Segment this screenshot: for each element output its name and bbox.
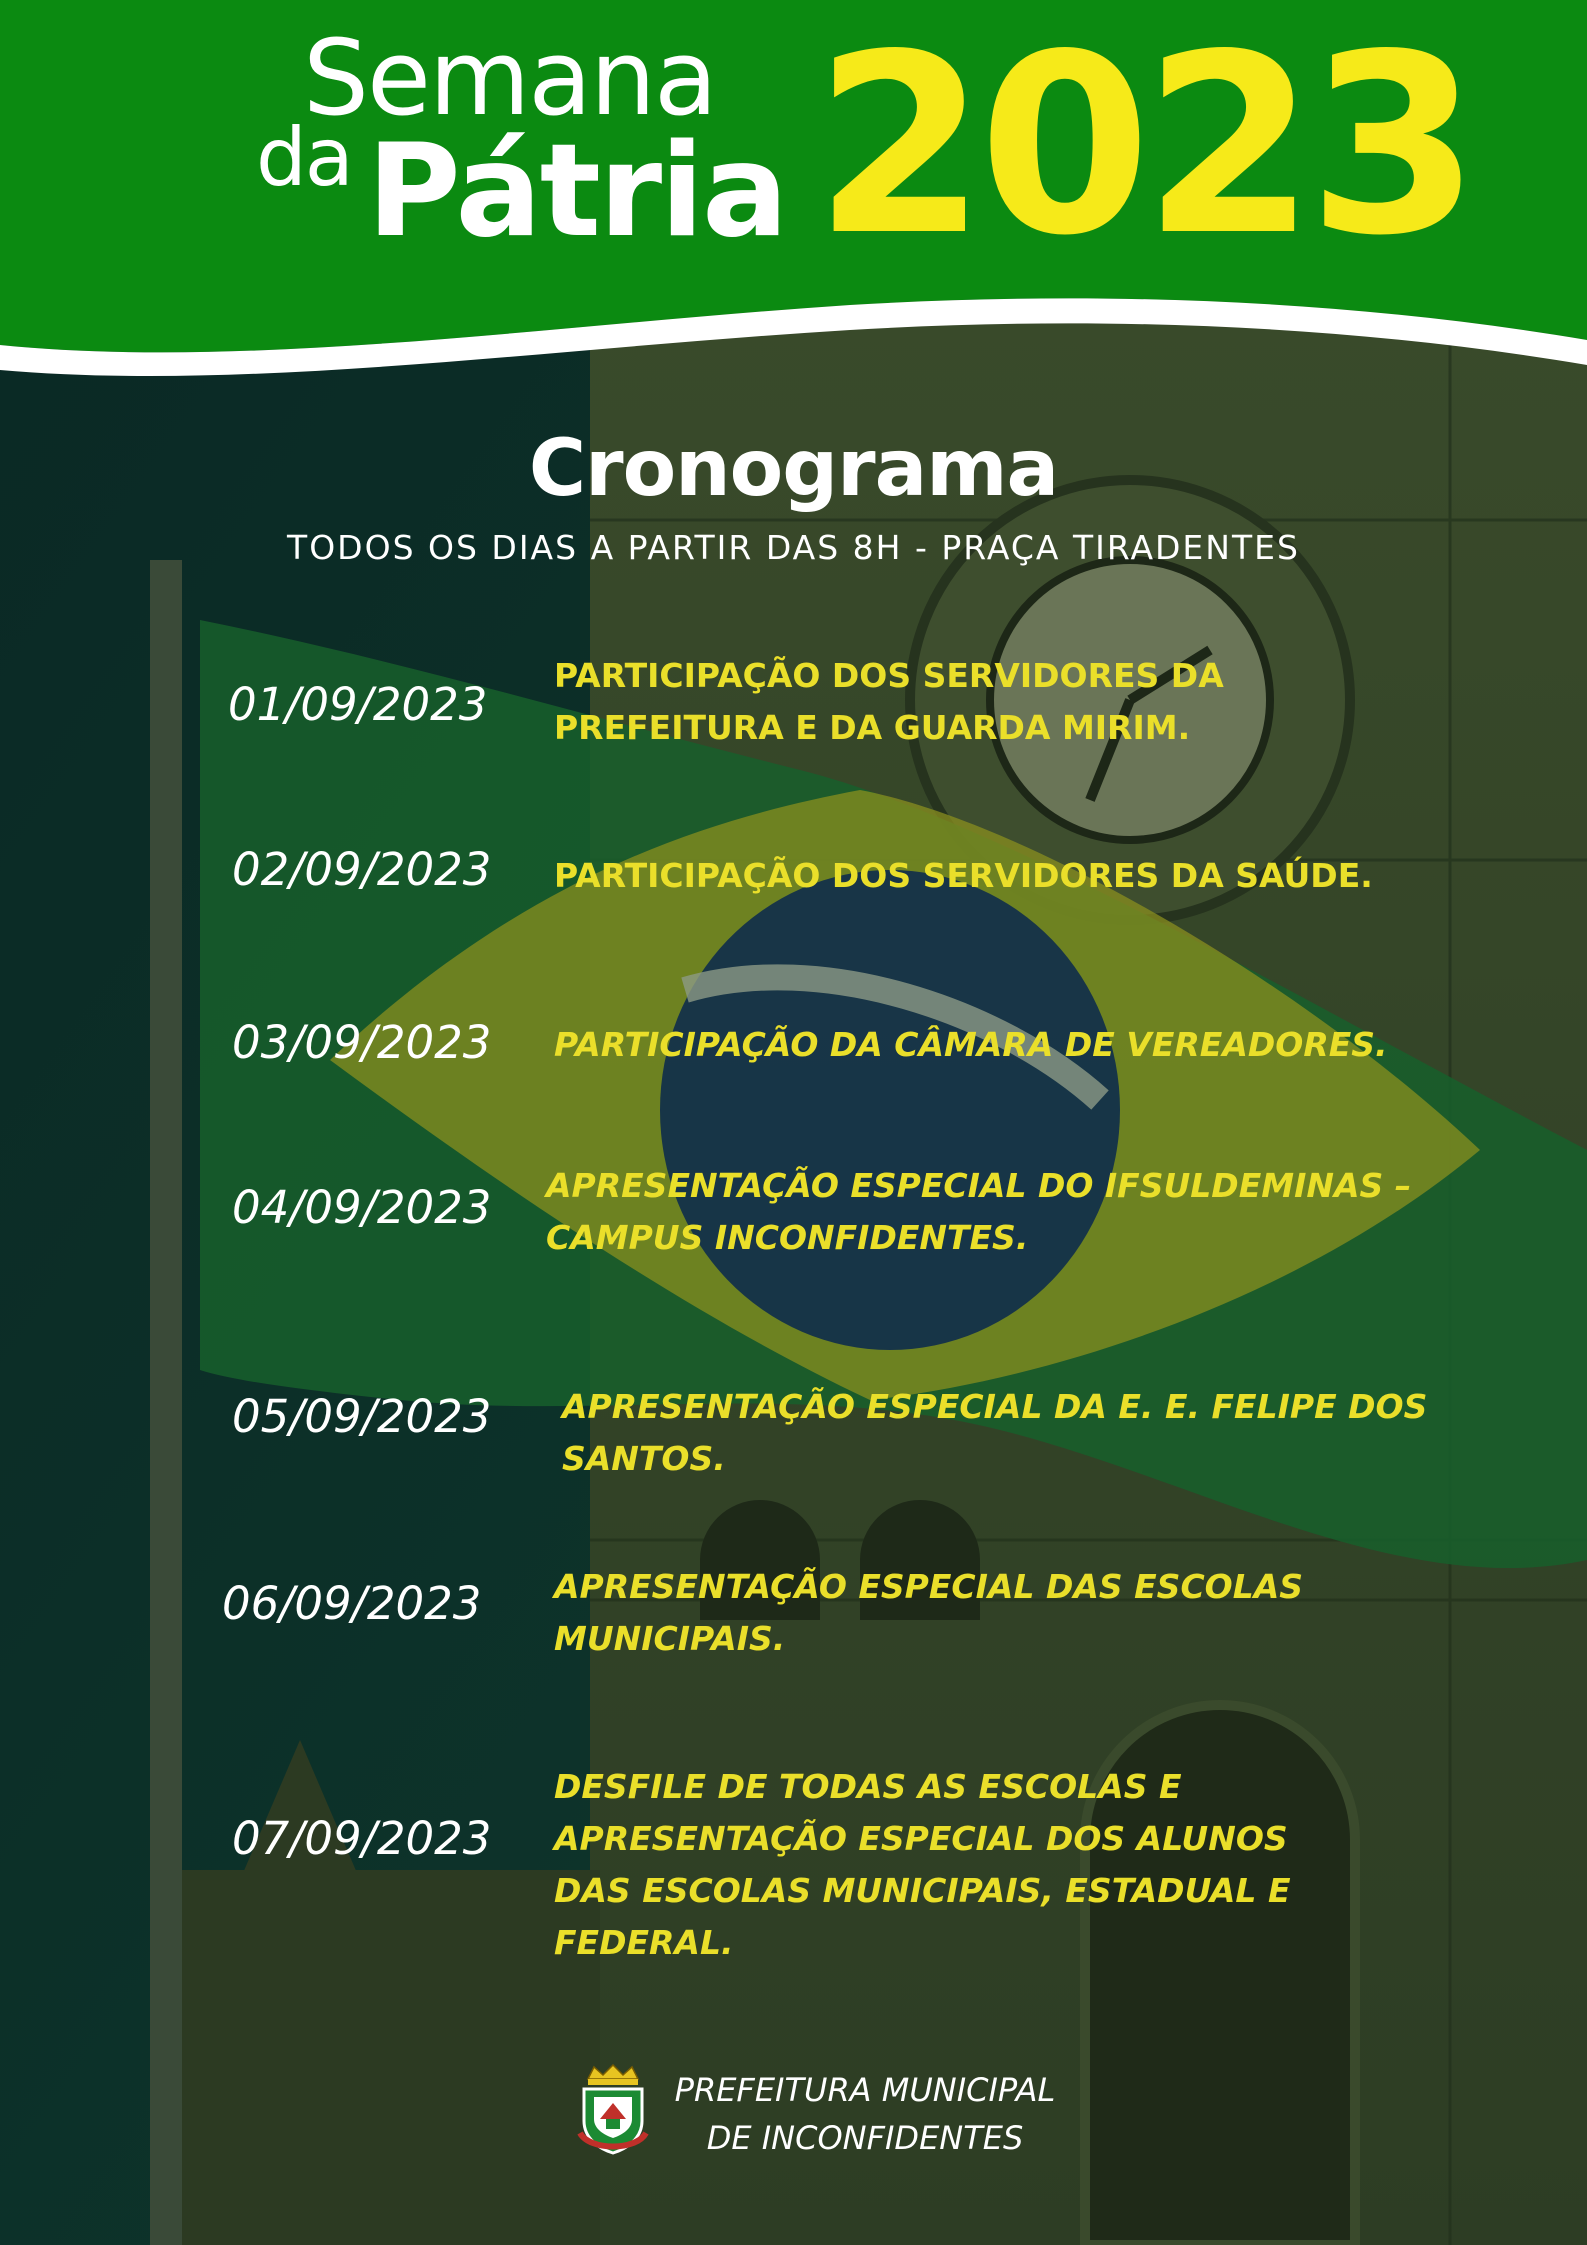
footer-line: PREFEITURA MUNICIPAL <box>674 2071 1056 2109</box>
section-title: Cronograma <box>528 424 1059 514</box>
description-line: DESFILE DE TODAS AS ESCOLAS E <box>554 1767 1182 1806</box>
schedule-description <box>554 1019 1388 1071</box>
footer-line: DE INCONFIDENTES <box>706 2119 1024 2157</box>
schedule-date: 07/09/2023 <box>232 1812 492 1865</box>
description-line: APRESENTAÇÃO ESPECIAL DO IFSULDEMINAS – <box>546 1166 1412 1205</box>
title-year: 2023 <box>814 2 1473 290</box>
description-line: PREFEITURA E DA GUARDA MIRIM. <box>554 708 1191 747</box>
schedule-date: 02/09/2023 <box>232 843 492 896</box>
description-line: APRESENTAÇÃO ESPECIAL DOS ALUNOS <box>554 1819 1288 1858</box>
title-semana: Semana <box>303 17 716 139</box>
schedule-description <box>554 650 1224 754</box>
schedule-date: 03/09/2023 <box>232 1016 492 1069</box>
schedule-date: 01/09/2023 <box>228 678 488 731</box>
schedule-description <box>562 1381 1427 1485</box>
schedule-description <box>554 850 1373 902</box>
description-line: APRESENTAÇÃO ESPECIAL DA E. E. FELIPE DOS <box>562 1387 1428 1426</box>
schedule-date: 06/09/2023 <box>222 1577 482 1630</box>
section-subtitle: TODOS OS DIAS A PARTIR DAS 8H - PRAÇA TIRADENTES <box>287 528 1300 567</box>
municipal-crest-icon <box>576 2063 650 2157</box>
description-line: PARTICIPAÇÃO DOS SERVIDORES DA <box>554 656 1224 695</box>
footer-institution <box>660 2066 1070 2162</box>
description-line: APRESENTAÇÃO ESPECIAL DAS ESCOLAS <box>554 1567 1304 1606</box>
description-line: PARTICIPAÇÃO DA CÂMARA DE VEREADORES. <box>554 1025 1388 1064</box>
schedule-description <box>554 1561 1303 1665</box>
schedule-description <box>554 1761 1291 1969</box>
description-line: FEDERAL. <box>554 1923 734 1962</box>
description-line: CAMPUS INCONFIDENTES. <box>546 1218 1029 1257</box>
description-line: PARTICIPAÇÃO DOS SERVIDORES DA SAÚDE. <box>554 856 1373 895</box>
schedule-description <box>546 1160 1411 1264</box>
schedule-date: 05/09/2023 <box>232 1390 492 1443</box>
description-line: MUNICIPAIS. <box>554 1619 786 1658</box>
title-patria: Pátria <box>367 117 787 266</box>
description-line: DAS ESCOLAS MUNICIPAIS, ESTADUAL E <box>554 1871 1291 1910</box>
schedule-date: 04/09/2023 <box>232 1181 492 1234</box>
title-da: da <box>256 111 352 204</box>
description-line: SANTOS. <box>562 1439 726 1478</box>
